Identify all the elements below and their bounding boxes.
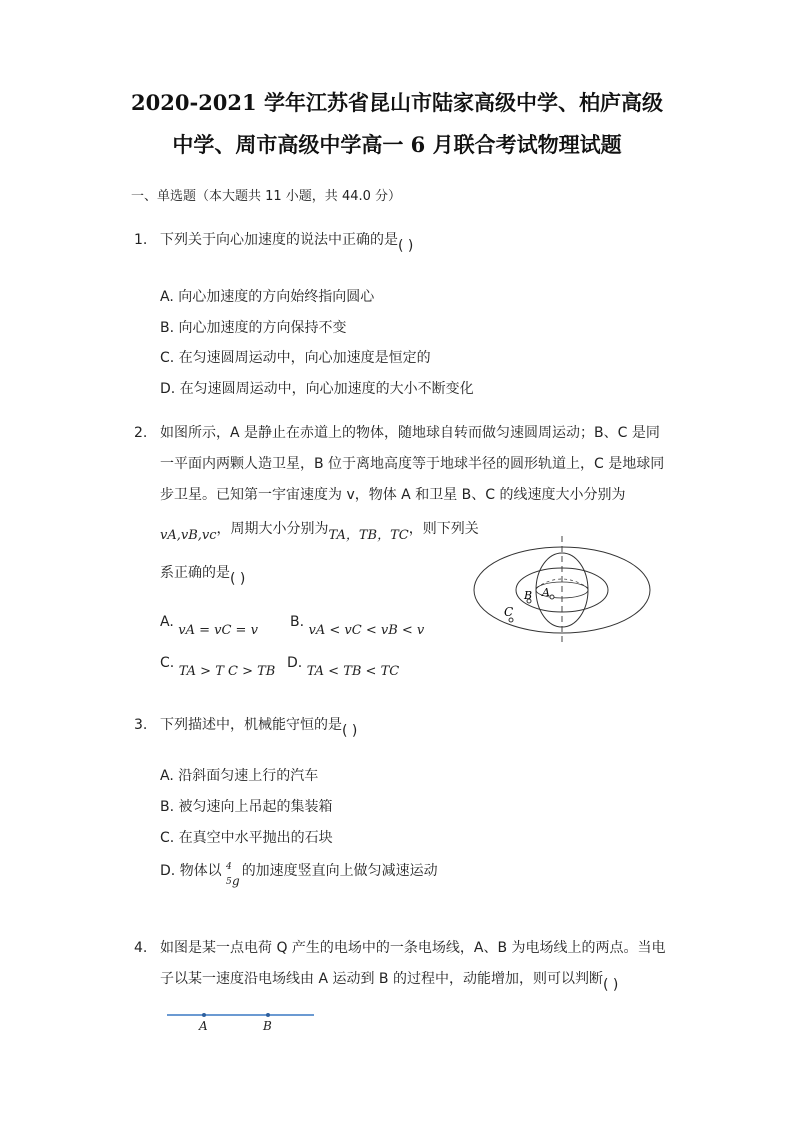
option-label: B.	[160, 320, 175, 336]
question-1-option-c	[160, 347, 431, 367]
point-a	[202, 1013, 206, 1017]
question-2-line-3: 步卫星。已知第一宇宙速度为 v，物体 A 和卫星 B、C 的线速度大小分别为	[160, 487, 626, 503]
option-label: B.	[290, 614, 305, 630]
fraction-variable-g: g	[232, 874, 240, 888]
label-b: B	[524, 589, 533, 602]
page-title-line-1: 2020-2021 学年江苏省昆山市陆家高级中学、柏庐高级	[131, 90, 663, 115]
velocity-variables: vA,vB,vc	[160, 528, 217, 543]
option-label: D.	[160, 381, 176, 397]
question-3-option-c	[160, 827, 333, 847]
question-3-stem	[160, 710, 357, 741]
question-2-option-c	[160, 655, 276, 679]
label-a: A	[542, 586, 550, 599]
point-b	[266, 1013, 270, 1017]
question-3-stem-text: 下列描述中，机械能守恒的是	[160, 717, 342, 733]
question-4-answer-bracket: ( )	[602, 977, 619, 993]
label-b: B	[263, 1019, 272, 1033]
option-math: TA < TB < TC	[306, 664, 400, 679]
question-2-line-4-tail: ，则下列关	[408, 521, 479, 537]
option-text: 被匀速向上吊起的集装箱	[178, 799, 333, 815]
option-label: A.	[160, 768, 174, 784]
question-4-number: 4.	[134, 940, 148, 956]
option-label: C.	[160, 350, 175, 366]
question-2-line-4	[160, 514, 479, 545]
question-4-line-1: 如图是某一点电荷 Q 产生的电场中的一条电场线，A、B 为电场线上的两点。当电	[160, 940, 666, 956]
option-text: 在匀速圆周运动中，向心加速度的大小不断变化	[179, 381, 474, 397]
option-label: D.	[287, 655, 303, 671]
question-2-option-d	[287, 655, 400, 679]
question-1-option-b	[160, 317, 347, 337]
option-text: 向心加速度的方向始终指向圆心	[178, 289, 375, 305]
option-math: vA = vC = v	[178, 623, 258, 638]
fraction-denominator: 5	[226, 877, 232, 887]
question-2-line-1: 如图所示，A 是静止在赤道上的物体，随地球自转而做匀速圆周运动；B、C 是同	[160, 425, 660, 441]
option-label: D.	[160, 863, 176, 879]
question-2-option-a	[160, 614, 258, 638]
section-heading: 一、单选题（本大题共 11 小题，共 44.0 分）	[131, 189, 402, 204]
question-4-line-2	[160, 964, 618, 995]
option-text: 沿斜面匀速上行的汽车	[178, 768, 319, 784]
question-1-option-d	[160, 378, 474, 398]
option-label: A.	[160, 614, 174, 630]
question-3-option-a	[160, 765, 318, 785]
option-label: A.	[160, 289, 174, 305]
page-title-line-2: 中学、周市高级中学高一 6 月联合考试物理试题	[172, 132, 622, 157]
question-1-stem-text: 下列关于向心加速度的说法中正确的是	[160, 232, 398, 248]
question-3-option-d	[160, 860, 438, 880]
option-text: 向心加速度的方向保持不变	[178, 320, 347, 336]
orbit-diagram	[470, 530, 660, 650]
question-2-line-5-text: 系正确的是	[160, 565, 230, 581]
question-2-line-4-text: ，周期大小分别为	[216, 521, 329, 537]
option-text: 在真空中水平抛出的石块	[178, 830, 333, 846]
question-1-answer-bracket: ( )	[398, 238, 414, 254]
question-1-stem	[160, 225, 413, 256]
question-2-number: 2.	[134, 425, 148, 441]
option-math: vA < vC < vB < v	[308, 623, 425, 638]
point-a	[550, 595, 554, 599]
question-2-line-5	[160, 558, 245, 589]
option-label: C.	[160, 655, 175, 671]
question-2-line-2: 一平面内两颗人造卫星，B 位于离地高度等于地球半径的圆形轨道上，C 是地球同	[160, 456, 665, 472]
question-3-option-b	[160, 796, 333, 816]
label-a: A	[199, 1019, 208, 1033]
option-label: C.	[160, 830, 175, 846]
question-3-number: 3.	[134, 717, 148, 733]
option-math: TA > T C > TB	[178, 664, 276, 679]
question-1-option-a	[160, 286, 374, 306]
option-text-before: 物体以	[179, 863, 222, 879]
question-3-answer-bracket: ( )	[342, 723, 358, 739]
question-2-option-b	[290, 614, 425, 638]
option-text-after: 的加速度竖直向上做匀减速运动	[241, 863, 438, 879]
question-4-line-2-text: 子以某一速度沿电场线由 A 运动到 B 的过程中，动能增加，则可以判断	[160, 971, 603, 987]
period-variables: TA，TB，TC	[328, 528, 409, 543]
fraction-numerator: 4	[226, 862, 232, 872]
question-2-answer-bracket: ( )	[230, 571, 246, 587]
option-text: 在匀速圆周运动中，向心加速度是恒定的	[178, 350, 431, 366]
option-label: B.	[160, 799, 175, 815]
question-1-number: 1.	[134, 232, 148, 248]
label-c: C	[504, 605, 514, 619]
field-line-diagram	[160, 1005, 320, 1035]
